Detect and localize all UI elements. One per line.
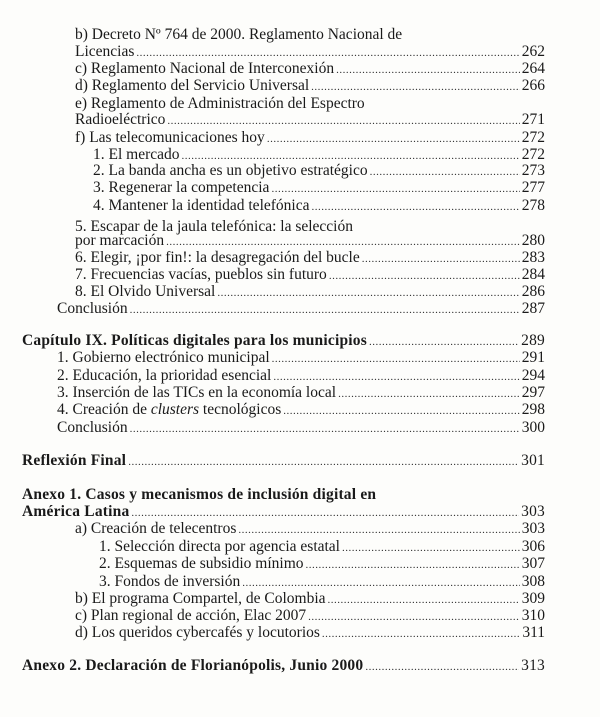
entry-title-text: 1. El mercado: [93, 146, 180, 163]
entry-title-text: c) Reglamento Nacional de Interconexión: [75, 60, 335, 77]
entry-title: [75, 624, 320, 642]
toc-entry: [75, 266, 545, 284]
entry-title: [75, 283, 215, 301]
page-number: 286: [521, 283, 545, 300]
entry-title-text: Capítulo IX. Políticas digitales para los municipios: [22, 332, 367, 349]
entry-title-text: 1. Selección directa por agencia estatal: [99, 538, 340, 555]
entry-title-text: 2. Educación, la prioridad esencial: [57, 367, 272, 384]
entry-title: [22, 503, 129, 521]
entry-title-text: 4. Mantener la identidad telefónica: [93, 197, 310, 214]
dot-leader: [306, 555, 520, 574]
toc-entry: [75, 26, 402, 44]
entry-title-text: d) Reglamento del Servicio Universal: [75, 77, 310, 94]
page-number: 300: [521, 419, 545, 436]
entry-title: [75, 590, 326, 608]
page-number: 271: [521, 111, 545, 128]
toc-entry: [57, 419, 545, 437]
page-number: 303: [521, 503, 545, 520]
toc-entry: [57, 300, 545, 318]
entry-title-text: Conclusión: [57, 300, 128, 317]
entry-title: [57, 401, 281, 419]
page-number: 262: [521, 43, 545, 60]
entry-title-text: América Latina: [22, 503, 130, 520]
page-number: 283: [521, 249, 545, 266]
entry-title-text: 3. Fondos de inversión: [99, 573, 241, 590]
page-number: 264: [521, 60, 545, 77]
entry-title: [22, 657, 363, 675]
dot-leader: [311, 197, 519, 216]
toc-entry: [75, 111, 545, 129]
page-number: 272: [521, 146, 545, 163]
page-number: 273: [521, 162, 545, 179]
entry-title: [99, 573, 240, 591]
toc-entry: [75, 232, 545, 250]
toc-entry: [75, 77, 545, 95]
entry-title-text: Reflexión Final: [22, 452, 127, 469]
page-number: 298: [521, 401, 545, 418]
toc-entry: [99, 555, 545, 573]
entry-title-text: por marcación: [75, 232, 165, 249]
entry-title: [93, 179, 269, 197]
page-number: 266: [521, 77, 545, 94]
toc-chapter-entry: [22, 657, 545, 675]
toc-entry: [57, 367, 545, 385]
entry-title: [75, 249, 360, 267]
page-number: 278: [521, 197, 545, 214]
toc-chapter-entry: [22, 503, 545, 521]
entry-title-text: Conclusión: [57, 419, 128, 436]
dot-leader: [322, 624, 520, 643]
page-number: 313: [521, 657, 545, 674]
entry-title: [75, 520, 236, 538]
page-number: 297: [521, 384, 545, 401]
entry-title: [75, 60, 334, 78]
page-number: 291: [521, 349, 545, 366]
page-number: 280: [521, 232, 545, 249]
entry-title: [75, 232, 164, 250]
entry-title: [93, 162, 368, 180]
entry-title-text: e) Reglamento de Administración del Espectro: [75, 95, 365, 112]
entry-title: [99, 555, 304, 573]
entry-title: [75, 43, 134, 61]
entry-title: [57, 349, 270, 367]
entry-title: [75, 26, 402, 44]
dot-leader: [167, 111, 519, 130]
page-number: 309: [521, 590, 545, 607]
page-number: 307: [521, 555, 545, 572]
toc-entry: [93, 162, 545, 180]
entry-title-text: 5. Escapar de la jaula telefónica: la selección: [75, 218, 353, 235]
dot-leader: [238, 520, 519, 539]
toc-entry: [93, 179, 545, 197]
entry-title: [93, 197, 309, 215]
entry-title-text: 2. Esquemas de subsidio mínimo: [99, 555, 304, 572]
toc-entry: [99, 573, 545, 591]
toc-entry: [57, 401, 545, 419]
toc-chapter-entry: [22, 332, 545, 350]
dot-leader: [283, 401, 519, 420]
entry-title-text: 3. Regenerar la competencia: [93, 179, 270, 196]
entry-title: [75, 111, 165, 129]
toc-entry: [75, 129, 545, 147]
toc-entry: [75, 520, 545, 538]
entry-title-text: d) Los queridos cybercafés y locutorios: [75, 624, 320, 641]
page-number: 306: [521, 538, 545, 555]
entry-title-text: c) Plan regional de acción, Elac 2007: [75, 607, 307, 624]
toc-entry: [75, 624, 545, 642]
page-number: 301: [521, 452, 545, 469]
page-number: 284: [521, 266, 545, 283]
entry-title-text: b) El programa Compartel, de Colombia: [75, 590, 326, 607]
entry-title-text: Anexo 2. Declaración de Florianópolis, Junio 2000: [22, 657, 364, 674]
toc-entry: [75, 607, 545, 625]
toc-entry: [75, 590, 545, 608]
entry-title-text: Licencias: [75, 43, 135, 60]
entry-title: [75, 129, 265, 147]
toc-entry: [93, 197, 545, 215]
page-number: 277: [521, 179, 545, 196]
entry-title: [57, 367, 271, 385]
entry-title-text: f) Las telecomunicaciones hoy: [75, 129, 265, 146]
entry-title-text: 6. Elegir, ¡por fin!: la desagregación del bucle: [75, 249, 360, 266]
entry-title-italic: clusters: [150, 401, 200, 418]
entry-title: [57, 384, 336, 402]
dot-leader: [272, 349, 520, 368]
dot-leader: [130, 419, 520, 438]
toc-entry: [75, 249, 545, 267]
entry-title-text: 3. Inserción de las TICs en la economía local: [57, 384, 337, 401]
entry-title-text: Anexo 1. Casos y mecanismos de inclusión digital en: [22, 486, 377, 503]
toc-entry: [75, 60, 545, 78]
entry-title: [75, 266, 327, 284]
toc-chapter-entry: [22, 452, 545, 470]
toc-entry: [57, 384, 545, 402]
page-number: 294: [521, 367, 545, 384]
entry-title: [75, 77, 309, 95]
page-number: 310: [521, 607, 545, 624]
page-number: 289: [521, 332, 545, 349]
entry-title: [75, 607, 306, 625]
entry-title-rest: tecnológicos: [199, 401, 282, 418]
toc-entry: [75, 283, 545, 301]
dot-leader: [365, 657, 519, 676]
entry-title-text: b) Decreto Nº 764 de 2000. Reglamento Nacional de: [75, 26, 403, 43]
entry-title: [57, 419, 128, 437]
entry-title-text: Radioeléctrico: [75, 111, 166, 128]
entry-title-text: 8. El Olvido Universal: [75, 283, 216, 300]
entry-title-text: 7. Frecuencias vacías, pueblos sin futuro: [75, 266, 327, 283]
entry-title: [57, 300, 128, 318]
dot-leader: [271, 179, 519, 198]
page-number: 287: [521, 300, 545, 317]
entry-title: [22, 452, 126, 470]
entry-title: [99, 538, 340, 556]
page-number: 308: [521, 573, 545, 590]
toc-entry: [99, 538, 545, 556]
dot-leader: [128, 452, 519, 471]
page-number: 303: [521, 520, 545, 537]
page-number: 311: [522, 624, 545, 641]
dot-leader: [311, 77, 520, 96]
entry-title: [22, 486, 376, 504]
entry-title-text: 4. Creación de: [57, 401, 151, 418]
entry-title-text: 2. La banda ancha es un objetivo estratégico: [93, 162, 368, 179]
toc-chapter-entry: [22, 486, 376, 504]
page-number: 272: [521, 129, 545, 146]
toc-entry: [75, 43, 545, 61]
dot-leader: [130, 300, 520, 319]
toc-entry: [57, 349, 545, 367]
entry-title-text: a) Creación de telecentros: [75, 520, 237, 537]
entry-title: [22, 332, 367, 350]
entry-title-text: 1. Gobierno electrónico municipal: [57, 349, 270, 366]
